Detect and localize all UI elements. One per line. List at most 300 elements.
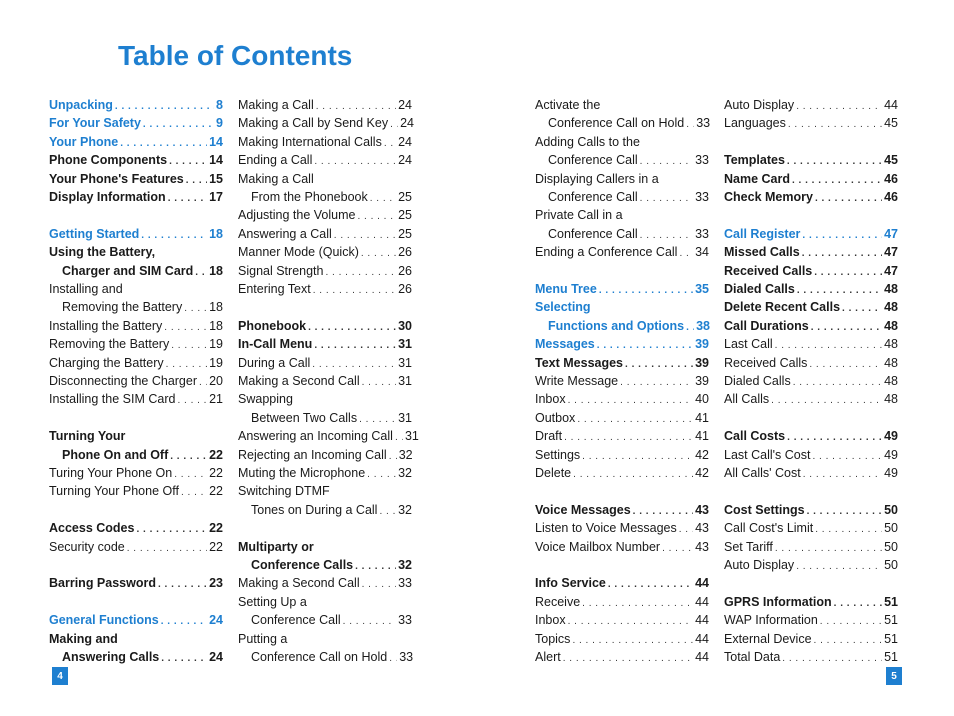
toc-entry <box>535 206 709 224</box>
toc-page-number: 23 <box>209 576 223 591</box>
toc-entry <box>49 648 223 666</box>
toc-entry <box>535 446 709 464</box>
toc-entry <box>535 225 709 243</box>
toc-page-number: 31 <box>398 410 412 425</box>
toc-leader-dots <box>577 411 693 429</box>
toc-entry-title: Putting a <box>238 631 288 646</box>
toc-entry <box>49 482 223 500</box>
toc-leader-dots <box>334 227 396 245</box>
toc-entry <box>238 630 412 648</box>
toc-entry <box>724 593 898 611</box>
toc-entry <box>49 574 223 592</box>
toc-entry-title: Inbox <box>535 392 566 407</box>
toc-entry <box>535 611 709 629</box>
toc-page-number: 22 <box>209 466 223 480</box>
toc-page-number: 21 <box>209 392 223 407</box>
toc-entry-title: Functions and Options <box>548 318 685 333</box>
toc-leader-dots <box>563 650 693 668</box>
toc-leader-dots <box>115 98 214 116</box>
toc-entry-title: Conference Call on Hold <box>548 116 685 131</box>
toc-leader-dots <box>370 190 396 208</box>
toc-entry-title: Making a Second Call <box>238 576 360 591</box>
toc-entry-title: Manner Mode (Quick) <box>238 245 359 260</box>
toc-entry <box>49 446 223 464</box>
toc-page-number: 18 <box>209 300 223 315</box>
toc-entry <box>724 372 898 390</box>
toc-entry-title: Switching DTMF <box>238 484 330 499</box>
toc-entry <box>238 114 412 132</box>
toc-leader-dots <box>815 521 882 539</box>
toc-leader-dots <box>796 558 882 576</box>
toc-leader-dots <box>389 650 397 668</box>
toc-leader-dots <box>313 282 396 300</box>
toc-entry-title: Making a Call by Send Key <box>238 116 389 131</box>
toc-leader-dots <box>166 356 207 374</box>
toc-leader-dots <box>359 411 396 429</box>
toc-entry-title: Muting the Microphone <box>238 466 366 480</box>
toc-page-number: 44 <box>884 98 898 112</box>
toc-entry <box>535 114 709 132</box>
toc-entry-title: Activate the <box>535 98 601 112</box>
toc-entry <box>724 390 898 408</box>
toc-leader-dots <box>379 503 396 521</box>
toc-entry-title: Displaying Callers in a <box>535 171 659 186</box>
toc-entry <box>49 170 223 188</box>
toc-entry <box>724 556 898 574</box>
toc-entry-title: Delete Recent Calls <box>724 300 841 315</box>
toc-entry-title: Removing the Battery <box>49 337 170 352</box>
toc-page-number: 43 <box>695 539 709 554</box>
toc-leader-dots <box>184 300 207 318</box>
toc-leader-dots <box>158 576 207 594</box>
toc-page-number: 51 <box>884 650 898 664</box>
toc-entry <box>535 372 709 390</box>
toc-entry <box>724 243 898 261</box>
toc-leader-dots <box>181 484 207 502</box>
toc-entry-title: Making and <box>49 631 118 646</box>
toc-page-number: 44 <box>695 576 709 591</box>
toc-page-number: 48 <box>884 337 898 352</box>
toc-entry-title: Disconnecting the Charger <box>49 374 197 388</box>
toc-page-number: 38 <box>696 318 711 333</box>
toc-leader-dots <box>814 264 882 282</box>
toc-leader-dots <box>625 356 693 374</box>
toc-entry <box>49 96 223 114</box>
toc-entry-title: Your Phone's Features <box>49 171 184 186</box>
toc-entry-title: Receive <box>535 594 581 609</box>
toc-page-number: 46 <box>884 171 898 186</box>
page-number-left: 4 <box>52 667 68 685</box>
toc-page-number: 18 <box>209 318 223 333</box>
toc-page-number: 35 <box>695 282 709 296</box>
toc-entry-title: Getting Started <box>49 226 140 241</box>
toc-leader-dots <box>679 521 693 539</box>
toc-entry <box>238 409 412 427</box>
toc-leader-dots <box>168 190 207 208</box>
toc-entry <box>238 648 412 666</box>
toc-entry <box>238 151 412 169</box>
toc-entry-title: Turning Your <box>49 429 126 444</box>
toc-entry <box>535 188 709 206</box>
toc-entry <box>238 464 412 482</box>
toc-entry-title: Conference Call on Hold <box>251 650 388 664</box>
toc-entry-title: Write Message <box>535 374 619 388</box>
toc-leader-dots <box>568 613 694 631</box>
toc-leader-dots <box>573 466 693 484</box>
toc-entry-title: Answering Calls <box>62 650 160 664</box>
toc-entry <box>724 317 898 335</box>
toc-page-number: 49 <box>884 466 898 480</box>
toc-entry-title: Alert <box>535 650 561 664</box>
toc-page-number: 51 <box>884 613 898 628</box>
toc-leader-dots <box>564 429 693 447</box>
toc-entry-title: Removing the Battery <box>62 300 183 315</box>
toc-page-number: 26 <box>398 282 412 296</box>
toc-leader-dots <box>141 227 207 245</box>
toc-leader-dots <box>343 613 396 631</box>
toc-entry <box>724 464 898 482</box>
toc-entry <box>535 427 709 445</box>
toc-entry <box>49 317 223 335</box>
toc-entry <box>724 225 898 243</box>
toc-entry <box>535 335 709 353</box>
toc-entry <box>49 188 223 206</box>
toc-leader-dots <box>788 116 882 134</box>
toc-page-number: 8 <box>216 98 223 112</box>
toc-entry <box>724 446 898 464</box>
toc-entry-title: Selecting <box>535 300 591 315</box>
toc-leader-dots <box>820 613 882 631</box>
toc-page-number: 25 <box>398 226 412 241</box>
toc-page-number: 26 <box>398 263 412 278</box>
toc-entry-title: Languages <box>724 116 786 131</box>
toc-page-number: 39 <box>695 355 709 370</box>
toc-entry-title: Call Cost's Limit <box>724 521 814 536</box>
toc-entry <box>49 225 223 243</box>
toc-entry-title: Conference Call <box>548 190 638 204</box>
toc-entry <box>238 574 412 592</box>
toc-leader-dots <box>171 337 207 355</box>
toc-leader-dots <box>361 245 396 263</box>
toc-entry-title: Tones on During a Call <box>251 502 378 517</box>
toc-page-number: 44 <box>695 594 709 609</box>
toc-leader-dots <box>199 374 207 392</box>
toc-entry-title: WAP Information <box>724 613 818 628</box>
toc-leader-dots <box>775 540 882 558</box>
toc-page-number: 33 <box>399 650 414 664</box>
toc-page-number: 18 <box>209 226 223 241</box>
toc-leader-dots <box>608 576 693 594</box>
toc-page-number: 26 <box>398 245 412 260</box>
toc-entry <box>238 188 412 206</box>
toc-leader-dots <box>802 245 882 263</box>
toc-entry-title: Turing Your Phone On <box>49 466 173 480</box>
toc-page-number: 41 <box>695 429 709 444</box>
toc-page-number: 48 <box>884 374 898 388</box>
toc-leader-dots <box>174 466 207 484</box>
toc-entry <box>724 630 898 648</box>
toc-page-number: 14 <box>209 134 223 149</box>
toc-page-number: 24 <box>209 650 223 664</box>
toc-entry-title: Listen to Voice Messages <box>535 521 677 536</box>
toc-entry-title: Access Codes <box>49 521 135 536</box>
toc-entry <box>238 206 412 224</box>
toc-entry <box>49 390 223 408</box>
toc-page-number: 19 <box>209 337 223 352</box>
toc-page-number: 44 <box>695 650 709 664</box>
toc-entry <box>535 133 709 151</box>
toc-entry <box>49 630 223 648</box>
toc-entry-title: Security code <box>49 539 125 554</box>
toc-leader-dots <box>170 448 207 466</box>
toc-leader-dots <box>169 153 207 171</box>
toc-page-number: 32 <box>398 558 412 572</box>
toc-leader-dots <box>325 264 396 282</box>
toc-entry <box>238 96 412 114</box>
toc-entry <box>238 225 412 243</box>
toc-entry-title: Unpacking <box>49 98 113 112</box>
toc-leader-dots <box>640 190 693 208</box>
toc-page-number: 51 <box>884 594 898 609</box>
toc-leader-dots <box>597 337 693 355</box>
toc-page-number: 31 <box>398 355 412 370</box>
toc-page-number: 50 <box>884 539 898 554</box>
toc-entry <box>535 390 709 408</box>
toc-page-number: 48 <box>884 282 898 296</box>
toc-entry <box>535 648 709 666</box>
toc-entry <box>238 482 412 500</box>
toc-page-number: 9 <box>216 116 223 131</box>
toc-entry <box>49 262 223 280</box>
toc-entry <box>238 317 412 335</box>
toc-leader-dots <box>803 466 882 484</box>
toc-entry <box>535 593 709 611</box>
toc-leader-dots <box>384 135 396 153</box>
toc-leader-dots <box>796 98 882 116</box>
toc-page-number: 30 <box>398 318 412 333</box>
toc-entry <box>724 262 898 280</box>
toc-entry-title: Entering Text <box>238 282 311 296</box>
toc-entry-title: Barring Password <box>49 576 156 591</box>
toc-entry-title: Cost Settings <box>724 502 805 517</box>
toc-page-number: 50 <box>884 521 898 536</box>
toc-entry <box>535 519 709 537</box>
toc-page-number: 33 <box>696 116 711 131</box>
toc-entry-title: Private Call in a <box>535 208 623 223</box>
toc-page-number: 40 <box>695 392 709 407</box>
toc-leader-dots <box>367 466 396 484</box>
toc-entry <box>49 133 223 151</box>
toc-page-number: 49 <box>884 429 898 444</box>
toc-entry <box>49 354 223 372</box>
toc-entry <box>724 611 898 629</box>
toc-entry <box>535 409 709 427</box>
toc-entry <box>724 538 898 556</box>
toc-page-number: 17 <box>209 190 223 204</box>
toc-entry <box>49 151 223 169</box>
toc-leader-dots <box>802 227 882 245</box>
toc-leader-dots <box>842 300 882 318</box>
toc-leader-dots <box>362 374 396 392</box>
toc-page-number: 24 <box>398 134 412 149</box>
toc-page-number: 50 <box>884 502 898 517</box>
toc-leader-dots <box>686 116 694 134</box>
toc-entry-title: Using the Battery, <box>49 245 156 260</box>
toc-entry <box>238 501 412 519</box>
toc-entry-title: Answering an Incoming Call <box>238 429 393 444</box>
toc-page-number: 32 <box>398 447 413 462</box>
toc-entry-title: Phone Components <box>49 153 168 168</box>
toc-entry-title: Conference Call <box>548 226 638 241</box>
toc-leader-dots <box>633 503 693 521</box>
toc-page-number: 33 <box>695 190 709 204</box>
toc-entry <box>49 114 223 132</box>
toc-entry <box>724 151 898 169</box>
toc-entry <box>535 317 709 335</box>
toc-entry-title: GPRS Information <box>724 594 832 609</box>
toc-page-number: 31 <box>398 374 412 388</box>
toc-entry-title: Your Phone <box>49 134 119 149</box>
toc-leader-dots <box>143 116 214 134</box>
toc-leader-dots <box>807 503 883 521</box>
toc-entry-title: Conference Call <box>251 613 341 628</box>
toc-leader-dots <box>686 319 694 337</box>
toc-entry-title: Check Memory <box>724 190 813 204</box>
toc-page-number: 48 <box>884 392 898 407</box>
toc-entry-title: All Calls <box>724 392 770 407</box>
toc-entry-title: Multiparty or <box>238 539 314 554</box>
toc-page-number: 46 <box>884 190 898 204</box>
toc-entry <box>238 354 412 372</box>
toc-page-number: 47 <box>884 245 898 260</box>
toc-entry-title: Last Call's Cost <box>724 447 811 462</box>
toc-leader-dots <box>812 448 882 466</box>
toc-entry <box>49 464 223 482</box>
toc-entry-title: Adding Calls to the <box>535 134 640 149</box>
toc-entry <box>535 574 709 592</box>
toc-leader-dots <box>834 595 882 613</box>
toc-leader-dots <box>782 650 882 668</box>
toc-entry-title: Delete <box>535 466 572 480</box>
toc-leader-dots <box>164 319 207 337</box>
toc-leader-dots <box>161 613 207 631</box>
toc-leader-dots <box>120 135 207 153</box>
toc-page-number: 42 <box>695 466 709 480</box>
toc-entry <box>238 538 412 556</box>
toc-page-number: 15 <box>209 171 223 186</box>
toc-page-number: 25 <box>398 190 412 204</box>
toc-leader-dots <box>161 650 207 668</box>
toc-page-number: 44 <box>695 613 709 628</box>
toc-entry-title: Name Card <box>724 171 790 186</box>
toc-entry <box>535 464 709 482</box>
toc-entry-title: Received Calls <box>724 263 813 278</box>
toc-leader-dots <box>640 227 693 245</box>
toc-entry-title: Signal Strength <box>238 263 324 278</box>
toc-leader-dots <box>314 337 396 355</box>
toc-page-number: 33 <box>695 153 709 168</box>
toc-page-number: 31 <box>398 337 412 352</box>
toc-entry-title: Charger and SIM Card <box>62 263 194 278</box>
toc-entry-title: Ending a Call <box>238 153 313 168</box>
toc-leader-dots <box>771 392 882 410</box>
toc-entry-title: Installing the SIM Card <box>49 392 176 407</box>
toc-page-number: 31 <box>404 429 419 444</box>
toc-leader-dots <box>787 153 882 171</box>
toc-page-number: 42 <box>695 447 709 462</box>
toc-entry <box>724 298 898 316</box>
toc-leader-dots <box>572 632 693 650</box>
toc-page-number: 24 <box>398 98 412 112</box>
toc-entry <box>535 501 709 519</box>
toc-page-number: 48 <box>884 318 898 333</box>
toc-entry <box>238 335 412 353</box>
toc-entry <box>49 280 223 298</box>
toc-leader-dots <box>127 540 207 558</box>
toc-entry <box>238 427 419 445</box>
toc-entry <box>724 648 898 666</box>
toc-entry <box>535 298 709 316</box>
toc-entry <box>49 372 223 390</box>
toc-entry-title: Charging the Battery <box>49 355 164 370</box>
toc-entry-title: Dialed Calls <box>724 374 791 388</box>
toc-entry-title: Making International Calls <box>238 134 382 149</box>
toc-page-number: 39 <box>695 337 709 352</box>
toc-leader-dots <box>787 429 882 447</box>
toc-page-number: 22 <box>209 521 223 536</box>
toc-page-number: 48 <box>884 300 898 315</box>
toc-leader-dots <box>177 392 207 410</box>
toc-entry-title: Installing the Battery <box>49 318 163 333</box>
toc-entry-title: General Functions <box>49 613 159 628</box>
toc-entry-title: In-Call Menu <box>238 337 313 352</box>
toc-entry <box>535 151 709 169</box>
toc-page-number: 47 <box>884 263 898 278</box>
toc-entry <box>535 170 709 188</box>
toc-entry-title: Installing and <box>49 282 123 296</box>
toc-entry <box>49 538 223 556</box>
toc-leader-dots <box>811 319 882 337</box>
toc-entry-title: Received Calls <box>724 355 808 370</box>
toc-entry-title: Swapping <box>238 392 293 407</box>
toc-leader-dots <box>362 576 396 594</box>
toc-entry-title: For Your Safety <box>49 116 141 131</box>
toc-entry-title: Settings <box>535 447 581 462</box>
toc-entry-title: Turning Your Phone Off <box>49 484 179 499</box>
page-title: Table of Contents <box>118 40 353 71</box>
toc-entry-title: Menu Tree <box>535 282 597 296</box>
toc-entry-title: Making a Second Call <box>238 374 360 388</box>
toc-entry <box>724 519 898 537</box>
toc-page-number: 18 <box>209 263 223 278</box>
toc-leader-dots <box>814 632 883 650</box>
toc-entry-title: Answering a Call <box>238 226 332 241</box>
toc-entry-title: Inbox <box>535 613 566 628</box>
toc-page-number: 32 <box>398 502 412 517</box>
toc-entry <box>238 170 412 188</box>
toc-entry <box>49 611 223 629</box>
toc-entry <box>724 335 898 353</box>
toc-entry <box>238 262 412 280</box>
toc-entry-title: Setting Up a <box>238 594 307 609</box>
toc-leader-dots <box>195 264 207 282</box>
toc-page-number: 22 <box>209 484 223 499</box>
toc-entry-title: Voice Messages <box>535 502 631 517</box>
toc-entry <box>238 446 412 464</box>
toc-entry-title: Rejecting an Incoming Call <box>238 447 387 462</box>
toc-leader-dots <box>809 356 882 374</box>
toc-entry-title: All Calls' Cost <box>724 466 801 480</box>
